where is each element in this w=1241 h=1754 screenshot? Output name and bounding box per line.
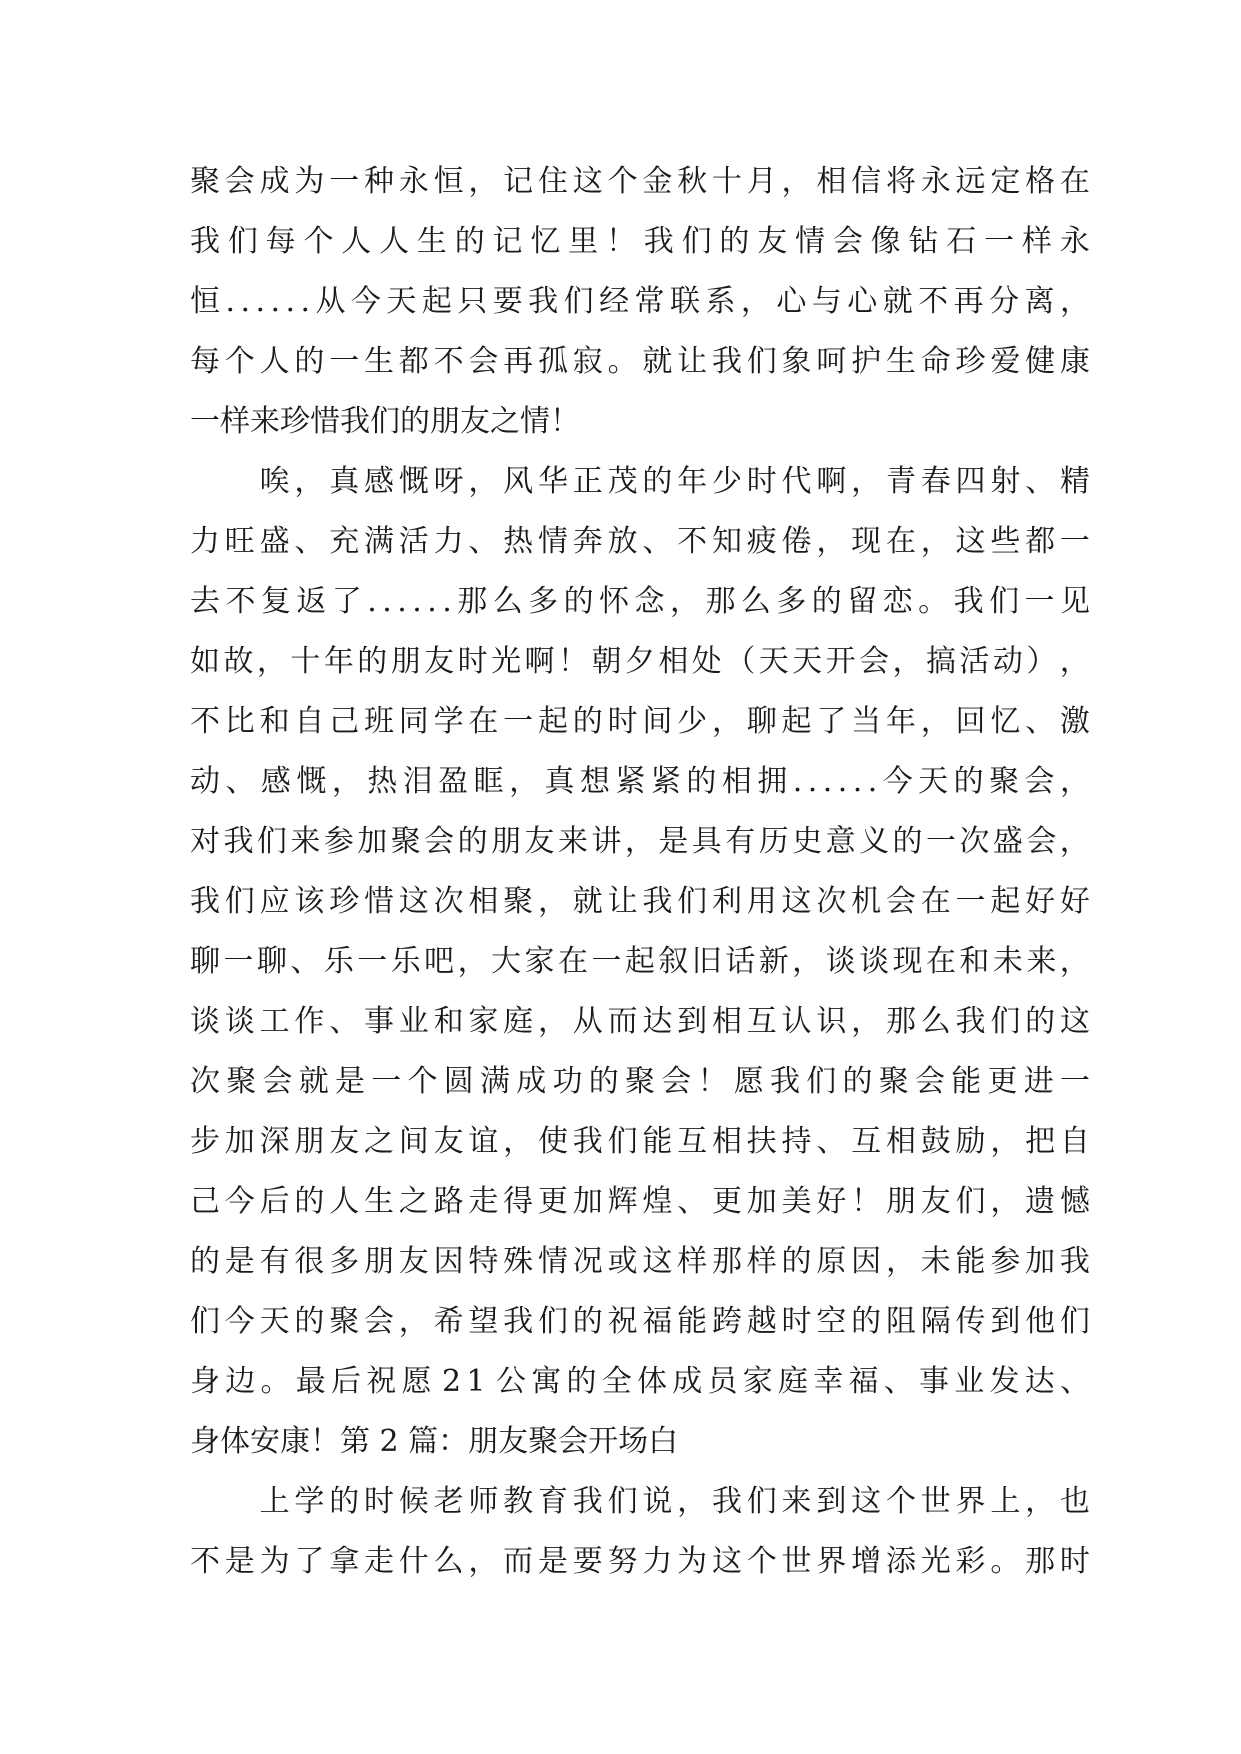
text-line: 己 今 后 的 人 生 之 路 走 得 更 加 辉 煌 、 更 加 美 好 ！ 朋 友 们 ， 遗 憾 [190,1184,1090,1219]
text-line: 上 学 的 时 候 老 师 教 育 我 们 说 ， 我 们 来 到 这 个 世 界 上 ， 也 [259,1484,1090,1519]
text-line: 一样来珍惜我们的朋友之情！ [190,404,580,439]
text-line: 聚 会 成 为 一 种 永 恒 ， 记 住 这 个 金 秋 十 月 ， 相 信 将 永 远 定 格 在 [190,164,1090,199]
text-line: 身 边 。 最 后 祝 愿 2 1 公 寓 的 全 体 成 员 家 庭 幸 福 、 事 业 发 达 、 [190,1364,1090,1399]
text-line: 唉 ， 真 感 慨 呀 ， 风 华 正 茂 的 年 少 时 代 啊 ， 青 春 四 射 、 精 [259,464,1090,499]
text-line: 步 加 深 朋 友 之 间 友 谊 ， 使 我 们 能 互 相 扶 持 、 互 相 鼓 励 ， 把 自 [190,1124,1090,1159]
text-line: 去 不 复 返 了 . . . . . . 那 么 多 的 怀 念 ， 那 么 多 的 留 恋 。 我 们 一 见 [190,584,1090,619]
text-line: 我 们 每 个 人 人 生 的 记 忆 里 ！ 我 们 的 友 情 会 像 钻 石 一 样 永 [190,224,1090,259]
body-text [190,152,1090,1592]
text-line: 不 比 和 自 己 班 同 学 在 一 起 的 时 间 少 ， 聊 起 了 当 年 ， 回 忆 、 激 [190,704,1090,739]
text-line: 恒 . . . . . . 从 今 天 起 只 要 我 们 经 常 联 系 ， 心 与 心 就 不 再 分 离 ， [190,284,1090,319]
text-line: 如 故 ， 十 年 的 朋 友 时 光 啊 ！ 朝 夕 相 处 （ 天 天 开 会 ， 搞 活 动 ） ， [190,644,1090,679]
text-line: 身体安康！第 2 篇：朋友聚会开场白 [190,1424,679,1459]
text-line: 谈 谈 工 作 、 事 业 和 家 庭 ， 从 而 达 到 相 互 认 识 ， 那 么 我 们 的 这 [190,1004,1090,1039]
text-line: 们 今 天 的 聚 会 ， 希 望 我 们 的 祝 福 能 跨 越 时 空 的 阻 隔 传 到 他 们 [190,1304,1090,1339]
text-line: 每 个 人 的 一 生 都 不 会 再 孤 寂 。 就 让 我 们 象 呵 护 生 命 珍 爱 健 康 [190,344,1090,379]
text-line: 的 是 有 很 多 朋 友 因 特 殊 情 况 或 这 样 那 样 的 原 因 ， 未 能 参 加 我 [190,1244,1090,1279]
text-line: 次 聚 会 就 是 一 个 圆 满 成 功 的 聚 会 ！ 愿 我 们 的 聚 会 能 更 进 一 [190,1064,1090,1099]
text-line: 对 我 们 来 参 加 聚 会 的 朋 友 来 讲 ， 是 具 有 历 史 意 义 的 一 次 盛 会 ， [190,824,1090,859]
text-line: 动 、 感 慨 ， 热 泪 盈 眶 ， 真 想 紧 紧 的 相 拥 . . . . . . 今 天 的 聚 会 ， [190,764,1090,799]
text-line: 力 旺 盛 、 充 满 活 力 、 热 情 奔 放 、 不 知 疲 倦 ， 现 在 ， 这 些 都 一 [190,524,1090,559]
text-line: 聊 一 聊 、 乐 一 乐 吧 ， 大 家 在 一 起 叙 旧 话 新 ， 谈 谈 现 在 和 未 来 ， [190,944,1090,979]
text-line: 我 们 应 该 珍 惜 这 次 相 聚 ， 就 让 我 们 利 用 这 次 机 会 在 一 起 好 好 [190,884,1090,919]
text-line: 不 是 为 了 拿 走 什 么 ， 而 是 要 努 力 为 这 个 世 界 增 添 光 彩 。 那 时 [190,1544,1090,1579]
